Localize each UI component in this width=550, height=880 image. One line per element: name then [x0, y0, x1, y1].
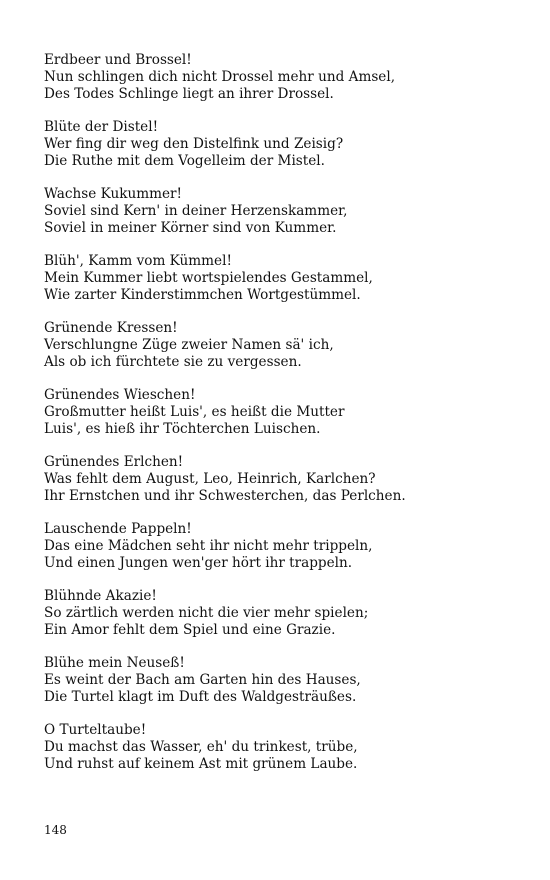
poem-line: Es weint der Bach am Garten hin des Hauses,	[44, 672, 361, 688]
stanza	[44, 521, 524, 572]
poem-line: Soviel in meiner Körner sind von Kummer.	[44, 220, 337, 236]
poem-line: Soviel sind Kern' in deiner Herzenskammer,	[44, 203, 348, 219]
poem-line: Großmutter heißt Luis', es heißt die Mutter	[44, 404, 345, 420]
poem-line: Grünendes Erlchen!	[44, 454, 184, 470]
stanza	[44, 454, 524, 505]
poem-line: Lauschende Pappeln!	[44, 521, 192, 537]
poem-line: Blüte der Distel!	[44, 119, 159, 135]
poem-line: Wachse Kukummer!	[44, 186, 182, 202]
stanza	[44, 119, 524, 170]
poem-body	[44, 52, 524, 789]
page-number: 148	[44, 823, 67, 837]
poem-line: Nun schlingen dich nicht Drossel mehr und Amsel,	[44, 69, 396, 85]
poem-line: Die Turtel klagt im Duft des Waldgesträußes.	[44, 689, 357, 705]
stanza	[44, 387, 524, 438]
poem-line: Das eine Mädchen seht ihr nicht mehr trippeln,	[44, 538, 373, 554]
poem-line: Blüh', Kamm vom Kümmel!	[44, 253, 232, 269]
poem-line: Ihr Ernstchen und ihr Schwesterchen, das Perlchen.	[44, 488, 406, 504]
poem-line: Als ob ich fürchtete sie zu vergessen.	[44, 354, 302, 370]
poem-line: Blühe mein Neuseß!	[44, 655, 185, 671]
poem-line: O Turteltaube!	[44, 722, 147, 738]
poem-line: Des Todes Schlinge liegt an ihrer Drossel.	[44, 86, 334, 102]
stanza	[44, 722, 524, 773]
stanza	[44, 655, 524, 706]
poem-line: Luis', es hieß ihr Töchterchen Luischen.	[44, 421, 321, 437]
stanza	[44, 52, 524, 103]
poem-line: Blühnde Akazie!	[44, 588, 157, 604]
poem-line: Grünende Kressen!	[44, 320, 178, 336]
poem-line: Die Ruthe mit dem Vogelleim der Mistel.	[44, 153, 325, 169]
poem-line: Ein Amor fehlt dem Spiel und eine Grazie.	[44, 622, 336, 638]
poem-line: Und ruhst auf keinem Ast mit grünem Laube.	[44, 756, 358, 772]
stanza	[44, 186, 524, 237]
stanza	[44, 320, 524, 371]
poem-line: Grünendes Wieschen!	[44, 387, 196, 403]
poem-line: Verschlungne Züge zweier Namen sä' ich,	[44, 337, 334, 353]
poem-line: Was fehlt dem August, Leo, Heinrich, Karlchen?	[44, 471, 376, 487]
poem-line: Mein Kummer liebt wortspielendes Gestammel,	[44, 270, 373, 286]
poem-line: Du machst das Wasser, eh' du trinkest, trübe,	[44, 739, 358, 755]
poem-line: So zärtlich werden nicht die vier mehr spielen;	[44, 605, 369, 621]
poem-line: Erdbeer und Brossel!	[44, 52, 192, 68]
stanza	[44, 588, 524, 639]
poem-line: Und einen Jungen wen'ger hört ihr trappeln.	[44, 555, 353, 571]
stanza	[44, 253, 524, 304]
poem-line: Wer fing dir weg den Distelfink und Zeisig?	[44, 136, 344, 152]
poem-line: Wie zarter Kinderstimmchen Wortgestümmel.	[44, 287, 361, 303]
